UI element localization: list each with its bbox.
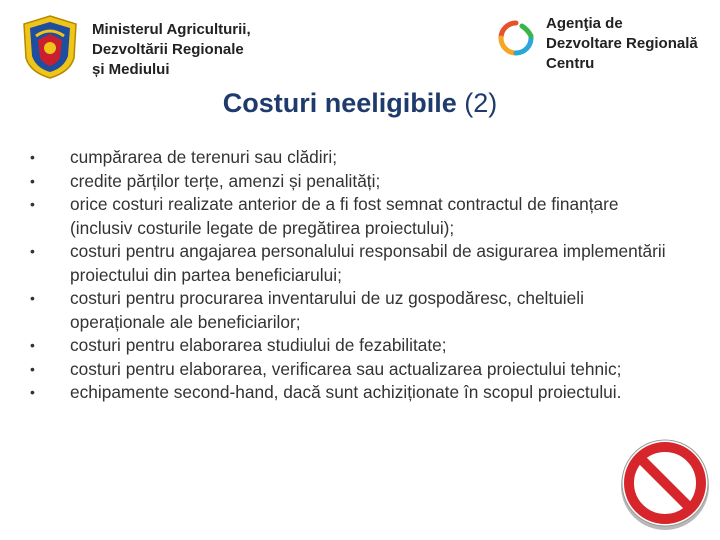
slide-title-suffix: (2) <box>464 88 498 118</box>
ministry-line-2: Dezvoltării Regionale <box>92 41 244 58</box>
bullet-item <box>28 334 668 358</box>
ministry-line-1: Ministerul Agriculturii, <box>92 21 251 38</box>
bullet-text: costuri pentru angajarea personalului responsabil de asigurarea implementării proiectului din partea beneficiarului; <box>70 241 666 285</box>
agency-name <box>546 14 698 74</box>
bullet-marker: • <box>30 290 35 306</box>
bullet-list <box>28 146 668 405</box>
adr-logo-icon <box>498 20 534 56</box>
slide-title <box>0 88 720 119</box>
agency-logo <box>498 14 698 74</box>
bullet-item <box>28 193 668 240</box>
bullet-item <box>28 381 668 405</box>
agency-line-2: Dezvoltare Regională <box>546 35 698 52</box>
coat-of-arms-icon <box>18 14 82 80</box>
bullet-marker: • <box>30 149 35 165</box>
bullet-text: orice costuri realizate anterior de a fi fost semnat contractul de finanțare (inclusiv costurile legate de pregătirea proiectului); <box>70 194 619 238</box>
ministry-name <box>92 20 251 80</box>
ministry-logo <box>18 14 251 80</box>
bullet-text: echipamente second-hand, dacă sunt achiziționate în scopul proiectului. <box>70 382 622 402</box>
bullet-text: credite părților terțe, amenzi și penalități; <box>70 170 381 191</box>
bullet-text: costuri pentru procurarea inventarului de uz gospodăresc, cheltuieli operaționale ale beneficiarilor; <box>70 288 584 332</box>
ministry-line-3: și Mediului <box>92 61 170 78</box>
bullet-text: cumpărarea de terenuri sau clădiri; <box>70 147 338 167</box>
bullet-text: costuri pentru elaborarea studiului de fezabilitate; <box>70 335 447 355</box>
agency-line-1: Agenţia de <box>546 15 623 32</box>
bullet-item <box>28 240 668 287</box>
bullet-marker: • <box>30 172 35 189</box>
bullet-item <box>28 146 668 170</box>
bullet-item <box>28 170 668 194</box>
slide-title-main: Costuri neeligibile <box>222 88 457 118</box>
bullet-text: costuri pentru elaborarea, verificarea sau actualizarea proiectului tehnic; <box>70 358 622 379</box>
bullet-item <box>28 358 668 382</box>
agency-line-3: Centru <box>546 55 595 72</box>
bullet-marker: • <box>30 384 35 400</box>
bullet-marker: • <box>30 196 35 212</box>
bullet-marker: • <box>30 360 35 377</box>
bullet-marker: • <box>30 337 35 353</box>
bullet-item <box>28 287 668 334</box>
no-entry-sign-icon <box>618 436 712 532</box>
bullet-marker: • <box>30 243 35 259</box>
